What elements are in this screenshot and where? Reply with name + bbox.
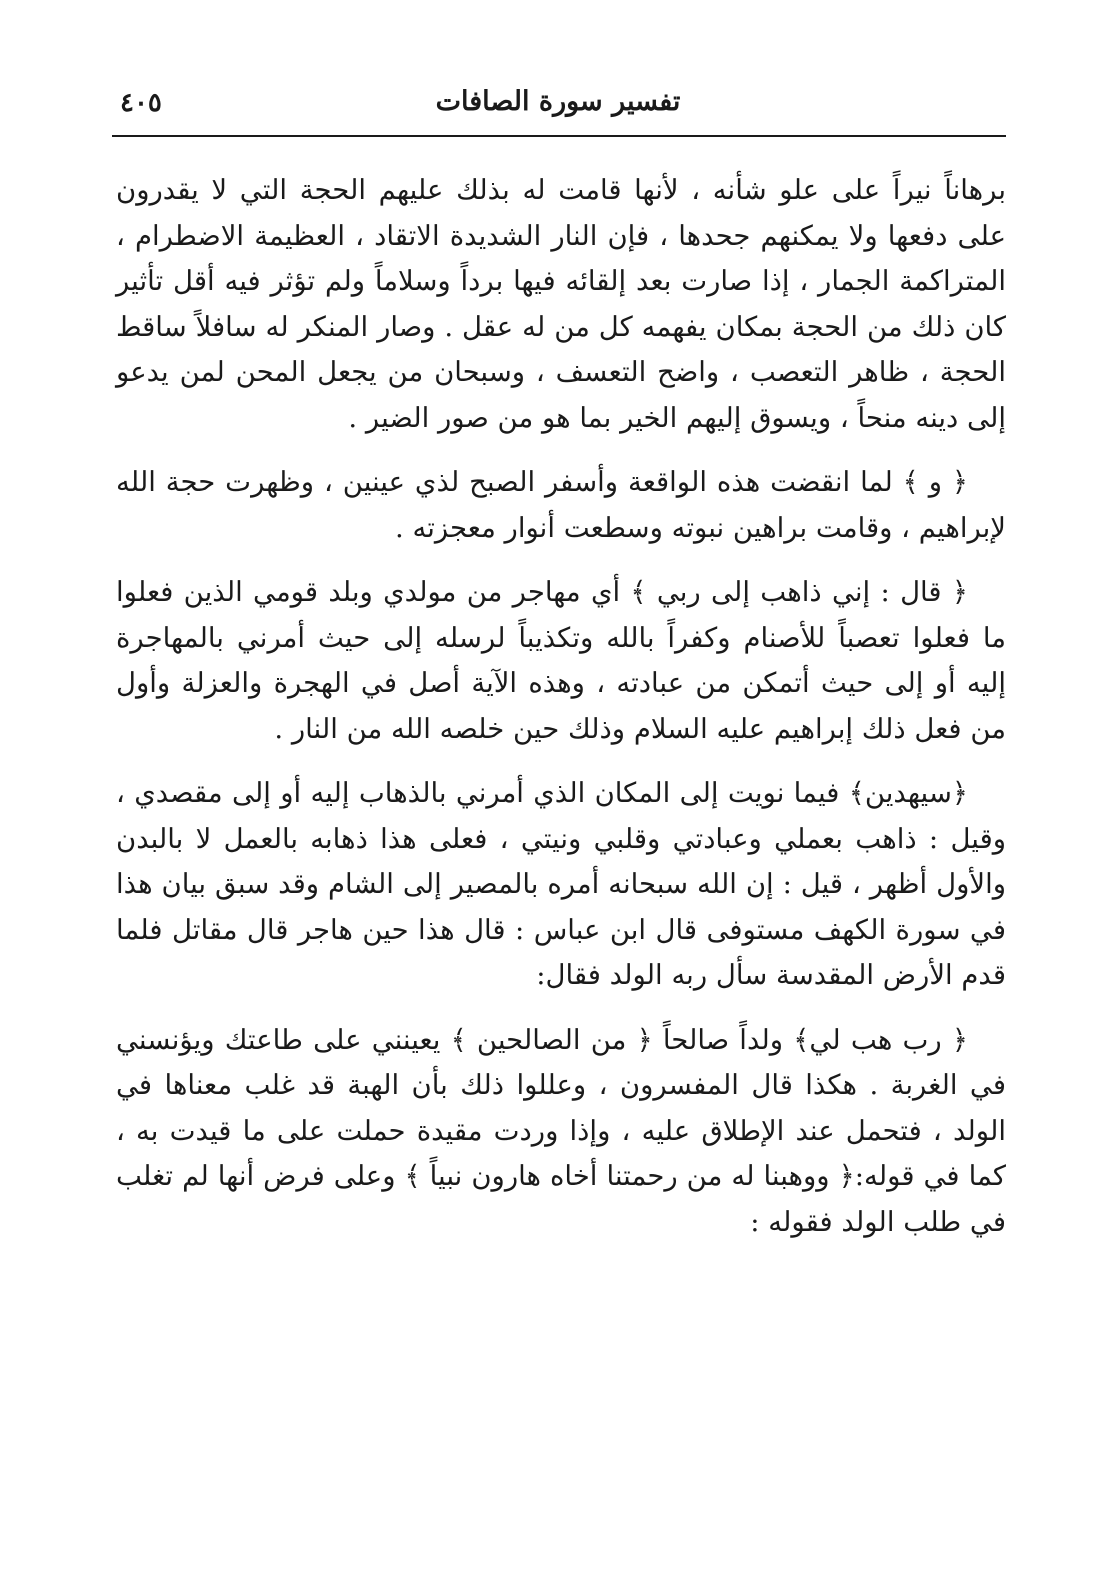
header-divider <box>112 135 1006 137</box>
paragraph: ﴿ قال : إني ذاهب إلى ربي ﴾ أي مهاجر من مولدي وبلد قومي الذين فعلوا ما فعلوا تعصباً للأصنام وكفراً بالله وتكذيباً لرسله إلى حيث أمرني بالمهاجرة إليه أو إلى حيث أتمكن من عبادته ، وهذه الآية أصل في الهجرة والعزلة وأول من فعل ذلك إبراهيم عليه السلام وذلك حين خلصه الله من النار . <box>116 576 1006 745</box>
paragraph: ﴿سيهدين﴾ فيما نويت إلى المكان الذي أمرني بالذهاب إليه أو إلى مقصدي ، وقيل : ذاهب بعملي وعبادتي وقلبي ونيتي ، فعلى هذا ذهابه بالعمل لا بالبدن والأول أظهر ، قيل : إن الله سبحانه أمره بالمصير إلى الشام وقد سبق بيان هذا في سورة الكهف مستوفى قال ابن عباس : قال هذا حين هاجر قال مقاتل فلما قدم الأرض المقدسة سأل ربه الولد فقال: <box>116 777 1006 991</box>
paragraph: برهاناً نيراً على علو شأنه ، لأنها قامت له بذلك عليهم الحجة التي لا يقدرون على دفعها ولا يمكنهم جحدها ، فإن النار الشديدة الاتقاد ، العظيمة الاضطرام ، المتراكمة الجمار ، إذا صارت بعد إلقائه فيها برداً وسلاماً ولم تؤثر فيه أقل تأثير كان ذلك من الحجة بمكان يفهمه كل من له عقل . وصار المنكر له سافلاً ساقط الحجة ، ظاهر التعصب ، واضح التعسف ، وسبحان من يجعل المحن لمن يدعو إلى دينه منحاً ، ويسوق إليهم الخير بما هو من صور الضير . <box>116 174 1006 434</box>
page-number: ٤٠٥ <box>120 88 162 118</box>
paragraph: ﴿ و ﴾ لما انقضت هذه الواقعة وأسفر الصبح لذي عينين ، وظهرت حجة الله لإبراهيم ، وقامت براهين نبوته وسطعت أنوار معجزته . <box>116 466 1006 544</box>
body-text <box>116 168 1006 1264</box>
page-header <box>112 84 1004 132</box>
paragraph: ﴿ رب هب لي﴾ ولداً صالحاً ﴿ من الصالحين ﴾ يعينني على طاعتك ويؤنسني في الغربة . هكذا قال المفسرون ، وعللوا ذلك بأن الهبة قد غلب معناها في الولد ، فتحمل عند الإطلاق عليه ، وإذا وردت مقيدة حملت على ما قيدت به ، كما في قوله:﴿ ووهبنا له من رحمتنا أخاه هارون نبياً ﴾ وعلى فرض أنها لم تغلب في طلب الولد فقوله : <box>116 1023 1006 1238</box>
running-title: تفسير سورة الصافات <box>435 86 681 117</box>
